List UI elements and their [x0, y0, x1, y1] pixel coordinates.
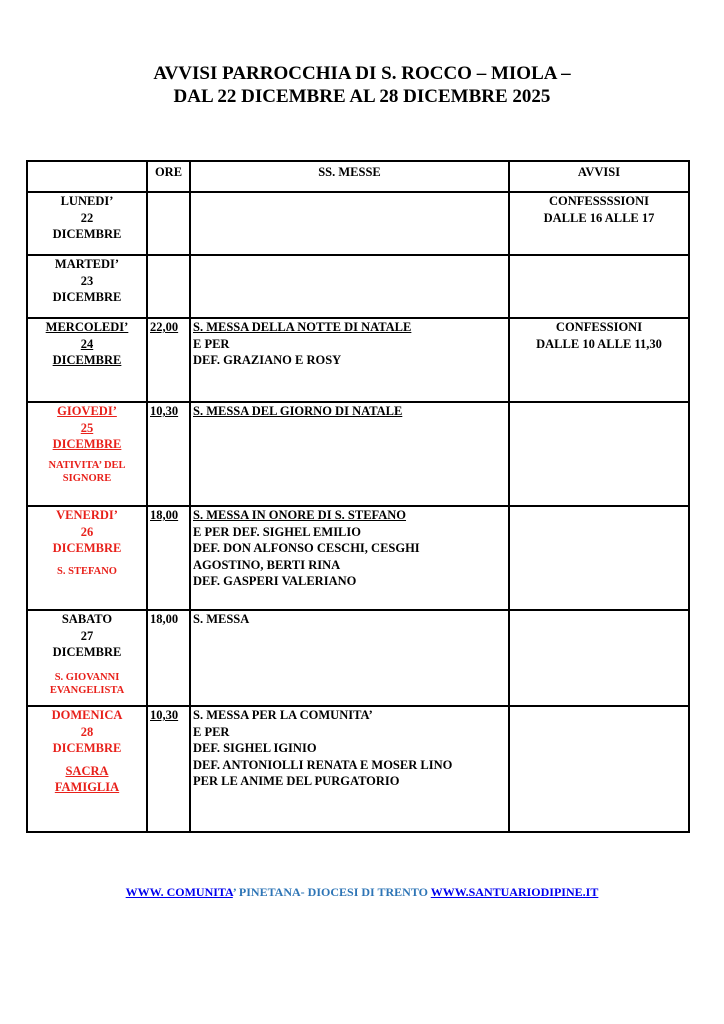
messe-line: PER LE ANIME DEL PURGATORIO: [193, 774, 400, 788]
avvisi-cell: [509, 255, 689, 318]
ore-cell: 22,00: [147, 318, 190, 402]
messe-line: S. MESSA IN ONORE DI S. STEFANO: [193, 508, 407, 522]
messe-line: DEF. GRAZIANO E ROSY: [193, 353, 342, 367]
avvisi-line: CONFESSIONI: [555, 320, 643, 334]
day-cell: [27, 318, 147, 402]
day-number: 23: [80, 273, 94, 288]
messe-cell: [190, 255, 509, 318]
messe-line: E PER: [193, 336, 230, 351]
day-name: GIOVEDI’: [57, 404, 117, 418]
header-messe: SS. MESSE: [190, 161, 509, 192]
day-name: LUNEDI’: [60, 194, 114, 208]
day-cell: [27, 255, 147, 318]
day-name: SABATO: [61, 612, 113, 626]
page-title: [0, 62, 724, 108]
title-line-1: AVVISI PARROCCHIA DI S. ROCCO – MIOLA –: [153, 63, 571, 84]
day-number: 25: [80, 420, 94, 435]
messe-line: S. MESSA DEL GIORNO DI NATALE: [193, 404, 403, 418]
day-month: DICEMBRE: [52, 353, 122, 367]
footer-text: ’ PINETANA- DIOCESI DI TRENTO: [232, 885, 431, 899]
avvisi-cell: [509, 192, 689, 255]
header-ore: ORE: [147, 161, 190, 192]
ore-cell: [147, 255, 190, 318]
ore-cell: 10,30: [147, 402, 190, 506]
messe-cell: [190, 192, 509, 255]
table-row: [27, 610, 689, 706]
footer-link-comunita[interactable]: WWW. COMUNITA: [125, 885, 233, 899]
messe-cell: [190, 706, 509, 832]
day-month: DICEMBRE: [52, 645, 122, 659]
day-cell: [27, 610, 147, 706]
feast-name: NATIVITA’ DEL SIGNORE: [48, 459, 126, 484]
avvisi-cell: [509, 318, 689, 402]
day-month: DICEMBRE: [52, 227, 122, 241]
day-month: DICEMBRE: [52, 290, 122, 304]
feast-name: SACRA FAMIGLIA: [54, 763, 120, 794]
avvisi-line: DALLE 10 ALLE 11,30: [536, 336, 662, 351]
header-day: [27, 161, 147, 192]
table-row: [27, 255, 689, 318]
header-row: [27, 161, 689, 192]
table-row: [27, 318, 689, 402]
messe-line: E PER: [193, 724, 230, 739]
messe-line: DEF. GASPERI VALERIANO: [193, 574, 357, 588]
messe-cell: [190, 506, 509, 610]
messe-line: DEF. DON ALFONSO CESCHI, CESGHI: [193, 541, 420, 555]
messe-line: DEF. SIGHEL IGINIO: [193, 741, 317, 755]
messe-cell: [190, 610, 509, 706]
day-number: 26: [80, 524, 94, 539]
day-cell: [27, 402, 147, 506]
table-row: [27, 706, 689, 832]
avvisi-cell: [509, 610, 689, 706]
day-month: DICEMBRE: [52, 437, 122, 451]
day-number: 27: [80, 628, 94, 643]
messe-line: S. MESSA DELLA NOTTE DI NATALE: [193, 320, 412, 334]
day-cell: [27, 192, 147, 255]
day-month: DICEMBRE: [52, 541, 122, 555]
day-number: 22: [80, 210, 94, 225]
avvisi-cell: [509, 706, 689, 832]
messe-cell: [190, 318, 509, 402]
avvisi-cell: [509, 402, 689, 506]
ore-cell: 18,00: [147, 506, 190, 610]
day-name: MARTEDI’: [54, 257, 120, 271]
day-number: 24: [80, 336, 94, 351]
footer: [0, 885, 724, 900]
feast-name: S. GIOVANNI EVANGELISTA: [49, 671, 125, 696]
day-number: 28: [80, 724, 94, 739]
messe-line: DEF. ANTONIOLLI RENATA E MOSER LINO: [193, 757, 453, 772]
header-avvisi: AVVISI: [509, 161, 689, 192]
messe-line: AGOSTINO, BERTI RINA: [193, 557, 341, 572]
messe-cell: [190, 402, 509, 506]
messe-line: S. MESSA PER LA COMUNITA’: [193, 708, 373, 722]
table-row: [27, 506, 689, 610]
feast-name: S. STEFANO: [57, 565, 117, 577]
ore-cell: 18,00: [147, 610, 190, 706]
ore-cell: 10,30: [147, 706, 190, 832]
avvisi-line: DALLE 16 ALLE 17: [543, 210, 655, 225]
table-row: [27, 192, 689, 255]
title-line-2: DAL 22 DICEMBRE AL 28 DICEMBRE 2025: [173, 86, 551, 107]
messe-line: S. MESSA: [193, 612, 250, 626]
table-row: [27, 402, 689, 506]
day-name: VENERDI’: [56, 508, 118, 522]
ore-cell: [147, 192, 190, 255]
day-cell: [27, 706, 147, 832]
schedule-table: [26, 160, 690, 833]
avvisi-cell: [509, 506, 689, 610]
messe-line: E PER DEF. SIGHEL EMILIO: [193, 524, 361, 539]
day-month: DICEMBRE: [52, 741, 122, 755]
avvisi-line: CONFESSSSIONI: [548, 194, 650, 208]
day-cell: [27, 506, 147, 610]
day-name: MERCOLEDI’: [45, 320, 129, 334]
footer-link-santuario[interactable]: WWW.SANTUARIODIPINE.IT: [430, 885, 599, 899]
day-name: DOMENICA: [51, 708, 123, 722]
